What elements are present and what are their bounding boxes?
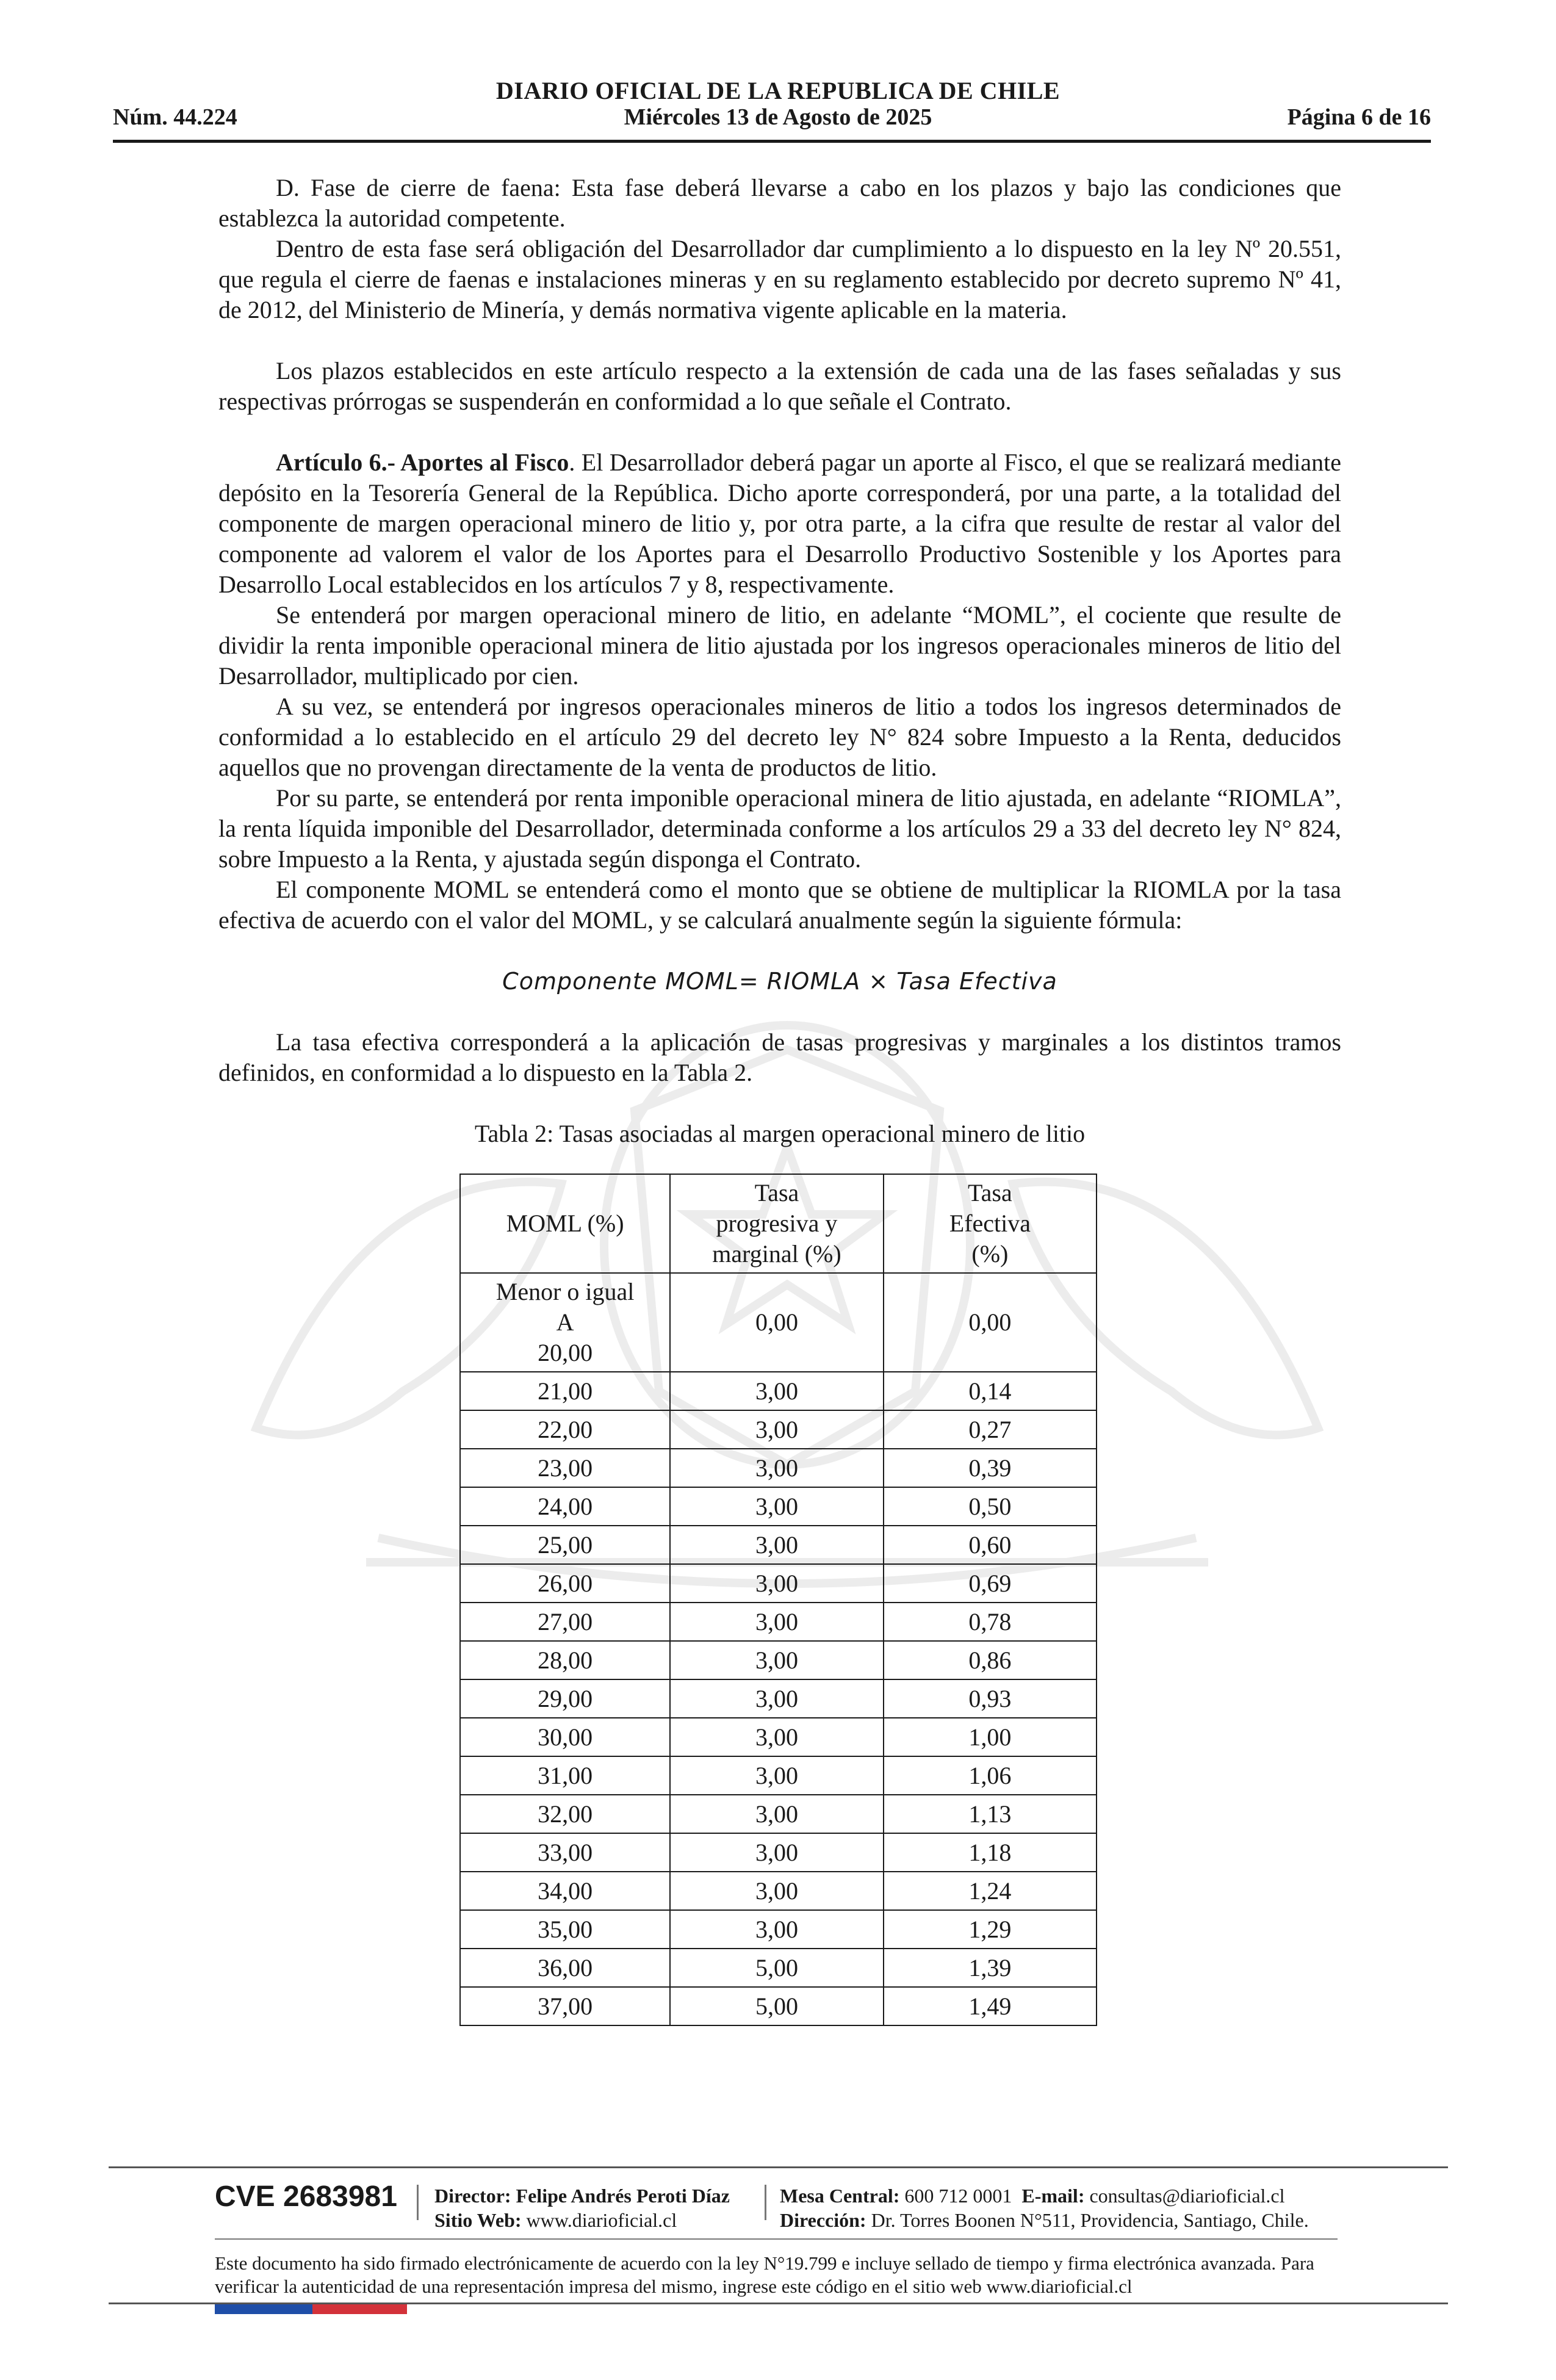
table-cell-moml: 35,00 xyxy=(460,1910,670,1949)
table-row xyxy=(460,1449,1097,1487)
header-effective-rate: Tasa Efectiva (%) xyxy=(884,1174,1097,1273)
table-cell-effective: 0,60 xyxy=(884,1526,1097,1564)
table-row xyxy=(460,1795,1097,1833)
table-cell-progressive: 3,00 xyxy=(670,1910,884,1949)
table-cell-progressive: 5,00 xyxy=(670,1949,884,1987)
paragraph-moml-component: El componente MOML se entenderá como el monto que se obtiene de multiplicar la RIOMLA por la tasa efectiva de acuerdo con el valor del MOML, y se calculará anualmente según la siguiente fórmula: xyxy=(218,876,1341,934)
table-cell-effective: 0,78 xyxy=(884,1603,1097,1641)
table-cell-effective: 1,18 xyxy=(884,1833,1097,1872)
header-divider xyxy=(113,140,1431,143)
article-heading: Artículo 6.- Aportes al Fisco xyxy=(276,449,569,476)
table-cell-effective: 1,13 xyxy=(884,1795,1097,1833)
moml-formula: Componente MOML= RIOMLA × Tasa Efectiva xyxy=(502,968,1057,995)
rates-table xyxy=(459,1174,1097,2026)
table-cell-effective: 1,29 xyxy=(884,1910,1097,1949)
table-cell-moml: 27,00 xyxy=(460,1603,670,1641)
table-cell-progressive: 0,00 xyxy=(670,1273,884,1372)
header-progressive-rate: Tasa progresiva y marginal (%) xyxy=(670,1174,884,1273)
table-cell-moml: 22,00 xyxy=(460,1410,670,1449)
table-cell-moml: 33,00 xyxy=(460,1833,670,1872)
paragraph-moml-definition: Se entenderá por margen operacional minero de litio, en adelante “MOML”, el cociente que resulte de dividir la renta imponible operacional minera de litio ajustada por los ingresos operacionales mineros de litio del Desarrollador, multiplicado por cien. xyxy=(218,601,1341,690)
footer-divider xyxy=(109,2166,1448,2168)
table-cell-effective: 0,93 xyxy=(884,1679,1097,1718)
table-cell-moml: 28,00 xyxy=(460,1641,670,1679)
paragraph-article-6 xyxy=(218,447,1341,600)
table-cell-effective: 1,39 xyxy=(884,1949,1097,1987)
footer-director-block: Director: Felipe Andrés Peroti Díaz Sitio Web: www.diarioficial.cl xyxy=(434,2185,730,2231)
table-cell-progressive: 3,00 xyxy=(670,1872,884,1910)
table-cell-moml: 24,00 xyxy=(460,1487,670,1526)
table-cell-progressive: 3,00 xyxy=(670,1718,884,1756)
paragraph-effective-rate: La tasa efectiva corresponderá a la aplicación de tasas progresivas y marginales a los distintos tramos definidos, en conformidad a lo dispuesto en la Tabla 2. xyxy=(218,1028,1341,1086)
table-row xyxy=(460,1487,1097,1526)
website-link[interactable]: www.diarioficial.cl xyxy=(526,2209,677,2231)
cve-code: CVE 2683981 xyxy=(215,2180,397,2213)
document-body xyxy=(218,173,1341,2026)
table-cell-progressive: 3,00 xyxy=(670,1564,884,1603)
table-cell-progressive: 3,00 xyxy=(670,1487,884,1526)
table-cell-moml: 29,00 xyxy=(460,1679,670,1718)
table-row xyxy=(460,1949,1097,1987)
table-row xyxy=(460,1410,1097,1449)
footer-separator xyxy=(765,2185,766,2220)
table-row xyxy=(460,1679,1097,1718)
footer-separator xyxy=(417,2185,419,2220)
table-cell-moml: 34,00 xyxy=(460,1872,670,1910)
table-cell-progressive: 3,00 xyxy=(670,1756,884,1795)
table-cell-moml: 23,00 xyxy=(460,1449,670,1487)
table-cell-moml: 21,00 xyxy=(460,1372,670,1410)
table-row xyxy=(460,1603,1097,1641)
table-row xyxy=(460,1910,1097,1949)
phone-number: 600 712 0001 xyxy=(904,2185,1012,2207)
table-cell-progressive: 3,00 xyxy=(670,1372,884,1410)
table-cell-progressive: 3,00 xyxy=(670,1603,884,1641)
table-cell-effective: 0,14 xyxy=(884,1372,1097,1410)
footer-contact-block: Mesa Central: 600 712 0001 E-mail: consultas@diarioficial.cl Dirección: Dr. Torres Boonen N°511, Providencia, Santiago, Chile. xyxy=(780,2185,1309,2231)
address: Dr. Torres Boonen N°511, Providencia, Santiago, Chile. xyxy=(871,2209,1309,2231)
table-row xyxy=(460,1564,1097,1603)
table-cell-moml: 30,00 xyxy=(460,1718,670,1756)
table-row xyxy=(460,1526,1097,1564)
table-cell-progressive: 5,00 xyxy=(670,1987,884,2025)
table-cell-progressive: 3,00 xyxy=(670,1410,884,1449)
table-cell-moml: 37,00 xyxy=(460,1987,670,2025)
paragraph-closure-obligation: Dentro de esta fase será obligación del Desarrollador dar cumplimiento a lo dispuesto en la ley Nº 20.551, que regula el cierre de faenas e instalaciones mineras y en su reglamento establecido por decreto supremo Nº 41, de 2012, del Ministerio de Minería, y demás normativa vigente aplicable en la materia. xyxy=(218,235,1341,323)
table-row xyxy=(460,1273,1097,1372)
table-row xyxy=(460,1833,1097,1872)
table-cell-effective: 0,00 xyxy=(884,1273,1097,1372)
issue-number: Núm. 44.224 xyxy=(113,104,237,130)
table-cell-effective: 1,06 xyxy=(884,1756,1097,1795)
table-cell-effective: 0,27 xyxy=(884,1410,1097,1449)
table-cell-effective: 1,49 xyxy=(884,1987,1097,2025)
email-link[interactable]: consultas@diarioficial.cl xyxy=(1089,2185,1285,2207)
table-row xyxy=(460,1718,1097,1756)
flag-stripe-red xyxy=(312,2304,407,2314)
table-cell-moml: 32,00 xyxy=(460,1795,670,1833)
paragraph-deadlines: Los plazos establecidos en este artículo respecto a la extensión de cada una de las fases señaladas y sus respectivas prórrogas se suspenderán en conformidad a lo que señale el Contrato. xyxy=(218,357,1341,415)
table-cell-effective: 0,86 xyxy=(884,1641,1097,1679)
table-row xyxy=(460,1872,1097,1910)
footer-divider xyxy=(215,2238,1338,2240)
table-cell-moml: 25,00 xyxy=(460,1526,670,1564)
table-cell-progressive: 3,00 xyxy=(670,1795,884,1833)
table-cell-effective: 1,24 xyxy=(884,1872,1097,1910)
signature-notice: Este documento ha sido firmado electrónicamente de acuerdo con la ley N°19.799 e incluye sellado de tiempo y firma electrónica avanzada. Para verificar la autenticidad de una representación impresa del mismo, ingrese este código en el sitio web www.diarioficial.cl xyxy=(215,2252,1314,2297)
header-moml: MOML (%) xyxy=(460,1174,670,1273)
table-cell-effective: 0,50 xyxy=(884,1487,1097,1526)
table-cell-moml: 36,00 xyxy=(460,1949,670,1987)
table-row xyxy=(460,1756,1097,1795)
page-number: Página 6 de 16 xyxy=(1287,104,1431,130)
table-row xyxy=(460,1641,1097,1679)
table-cell-effective: 0,69 xyxy=(884,1564,1097,1603)
article-6-text: . El Desarrollador deberá pagar un aporte al Fisco, el que se realizará mediante depósito en la Tesorería General de la República. Dicho aporte corresponderá, por una parte, a la totalidad del componente de margen operacional minero de litio y, por otra parte, a la cifra que resulte de restar al valor del componente ad valorem el valor de los Aportes para el Desarrollo Productivo Sostenible y los Aportes para Desarrollo Local establecidos en los artículos 7 y 8, respectivamente. xyxy=(218,449,1341,598)
paragraph-income-definition: A su vez, se entenderá por ingresos operacionales mineros de litio a todos los ingresos determinados de conformidad a lo establecido en el artículo 29 del decreto ley N° 824 sobre Impuesto a la Renta, deducidos aquellos que no provengan directamente de la venta de productos de litio. xyxy=(218,693,1341,781)
issue-date: Miércoles 13 de Agosto de 2025 xyxy=(624,104,932,130)
publication-title: DIARIO OFICIAL DE LA REPUBLICA DE CHILE xyxy=(495,77,1061,104)
table-cell-progressive: 3,00 xyxy=(670,1449,884,1487)
table-cell-progressive: 3,00 xyxy=(670,1679,884,1718)
table-cell-progressive: 3,00 xyxy=(670,1641,884,1679)
table-row xyxy=(460,1372,1097,1410)
table-cell-moml: 26,00 xyxy=(460,1564,670,1603)
table-caption: Tabla 2: Tasas asociadas al margen operacional minero de litio xyxy=(474,1120,1086,1147)
table-cell-progressive: 3,00 xyxy=(670,1833,884,1872)
table-cell-effective: 0,39 xyxy=(884,1449,1097,1487)
table-cell-progressive: 3,00 xyxy=(670,1526,884,1564)
table-header-row xyxy=(460,1174,1097,1273)
table-cell-moml: 31,00 xyxy=(460,1756,670,1795)
table-cell-effective: 1,00 xyxy=(884,1718,1097,1756)
paragraph-closure-phase: D. Fase de cierre de faena: Esta fase deberá llevarse a cabo en los plazos y bajo las condiciones que establezca la autoridad competente. xyxy=(218,174,1341,232)
table-cell-moml: Menor o igual A 20,00 xyxy=(460,1273,670,1372)
director-name: Felipe Andrés Peroti Díaz xyxy=(516,2185,730,2207)
table-row xyxy=(460,1987,1097,2025)
paragraph-riomla-definition: Por su parte, se entenderá por renta imponible operacional minera de litio ajustada, en adelante “RIOMLA”, la renta líquida imponible del Desarrollador, determinada conforme a los artículos 29 a 33 del decreto ley N° 824, sobre Impuesto a la Renta, y ajustada según disponga el Contrato. xyxy=(218,784,1341,873)
flag-stripe-blue xyxy=(215,2304,312,2314)
